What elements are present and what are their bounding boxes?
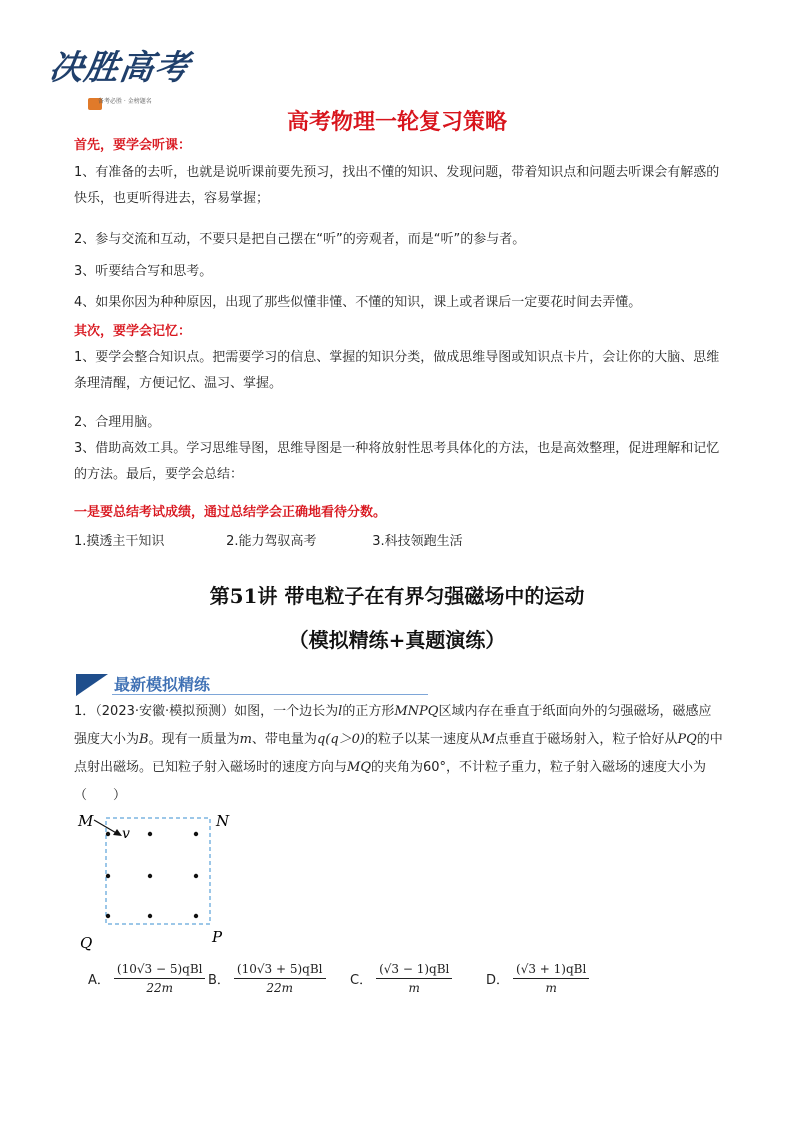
lecture-title: 第51讲 带电粒子在有界匀强磁场中的运动: [209, 584, 585, 608]
field-dot: [194, 832, 198, 836]
lecture-subtitle: （模拟精练+真题演练）: [288, 628, 506, 652]
label-n: N: [216, 812, 230, 830]
divider: [112, 694, 428, 695]
text: 点垂直于磁场射入，粒子恰好从: [495, 732, 678, 747]
text: 的夹角为60°，不计粒子重力，粒子射入磁场的速度大小为（ ）: [74, 760, 707, 803]
logo-text: 决胜高考: [46, 48, 193, 88]
banner-triangle-icon: [76, 674, 108, 696]
paragraph: 3、借助高效工具。学习思维导图，思维导图是一种将放射性思考具体化的方法，也是高效整理，促进理解和记忆的方法。最后，要学会总结：: [74, 441, 720, 482]
option-label: B．: [208, 973, 230, 988]
field-dot: [194, 914, 198, 918]
text: 的粒子以某一速度从: [365, 732, 483, 747]
numerator: (√3 − 1)qBl: [376, 962, 452, 979]
label-q: Q: [80, 934, 93, 952]
field-dots: [106, 832, 198, 918]
paragraph: 4、如果你因为种种原因，出现了那些似懂非懂、不懂的知识，课上或者课后一定要花时间去弄懂。: [74, 295, 642, 310]
numerator: (10√3 − 5)qBl: [114, 962, 206, 979]
paragraph: 2、合理用脑。: [74, 415, 161, 430]
denominator: m: [545, 981, 557, 995]
paragraph: 3、听要结合写和思考。: [74, 264, 213, 279]
var-mq: MQ: [347, 760, 371, 775]
numerator: (√3 + 1)qBl: [513, 962, 589, 979]
field-dot: [106, 914, 110, 918]
field-dot: [148, 914, 152, 918]
fraction: [376, 962, 452, 995]
label-m: M: [78, 812, 94, 830]
paragraph: 1、要学会整合知识点。把需要学习的信息、掌握的知识分类，做成思维导图或知识点卡片，会让你的大脑、思维条理清醒，方便记忆、温习、掌握。: [74, 350, 720, 391]
section-heading-memory: 其次，要学会记忆：: [74, 324, 192, 339]
page-title: 高考物理一轮复习策略: [286, 110, 507, 135]
question-number: 1．: [74, 704, 96, 719]
paragraph: 1、有准备的去听，也就是说听课前要先预习，找出不懂的知识、发现问题，带着知识点和问题去听课会有解惑的快乐，也更听得进去，容易掌握；: [74, 165, 720, 206]
field-dot: [148, 832, 152, 836]
field-dot: [106, 874, 110, 878]
label-p: P: [212, 928, 223, 946]
option-d[interactable]: [486, 962, 589, 995]
var-l: l: [338, 704, 343, 719]
bullet-item: 1.摸透主干知识: [74, 534, 165, 549]
numerator: (10√3 + 5)qBl: [234, 962, 326, 979]
text: 、带电量为: [251, 732, 317, 747]
bullet-list: [74, 530, 463, 549]
var-m: m: [239, 732, 252, 747]
text: 的正方形: [342, 704, 395, 719]
fraction: [114, 962, 206, 995]
text: 区域内存在垂直于纸面向外的匀强磁场，磁感应强度大小为: [74, 704, 712, 747]
field-dot: [194, 874, 198, 878]
magnetic-field-figure: [72, 808, 242, 958]
option-label: C．: [350, 973, 373, 988]
option-label: D．: [486, 973, 510, 988]
answer-options: [88, 962, 728, 1008]
fraction: [513, 962, 589, 995]
bullet-item: 2.能力驾驭高考: [226, 534, 317, 549]
var-b: B: [139, 732, 149, 747]
field-dot: [148, 874, 152, 878]
bullet-item: 3.科技领跑生活: [372, 534, 463, 549]
denominator: 22m: [146, 981, 174, 995]
fraction: [234, 962, 326, 995]
var-point-m: M: [482, 732, 496, 747]
logo-subtitle: 备考必胜 · 金榜题名: [98, 98, 152, 105]
section-banner: [76, 674, 428, 696]
text: 如图，一个边长为: [234, 704, 339, 719]
banner-title: 最新模拟精练: [114, 675, 211, 694]
label-v: v: [122, 826, 130, 842]
section-heading-listening: 首先，要学会听课：: [74, 138, 192, 153]
var-q: q(q＞0): [316, 732, 365, 747]
var-pq: PQ: [677, 732, 697, 747]
question-text: [74, 698, 724, 810]
text: 的中点射出磁场。已知粒子射入磁场时的速度方向与: [74, 732, 723, 775]
paragraph: 2、参与交流和互动，不要只是把自己摆在“听”的旁观者，而是“听”的参与者。: [74, 232, 526, 247]
option-a[interactable]: [88, 962, 205, 995]
var-region: MNPQ: [394, 704, 439, 719]
option-b[interactable]: [208, 962, 326, 995]
option-label: A．: [88, 973, 110, 988]
text: 。现有一质量为: [148, 732, 240, 747]
denominator: 22m: [266, 981, 294, 995]
denominator: m: [408, 981, 420, 995]
summary-text: 一是要总结考试成绩，通过总结学会正确地看待分数。: [74, 505, 387, 520]
option-c[interactable]: [350, 962, 452, 995]
question-source: （2023·安徽·模拟预测）: [95, 704, 235, 719]
field-dot: [106, 832, 110, 836]
